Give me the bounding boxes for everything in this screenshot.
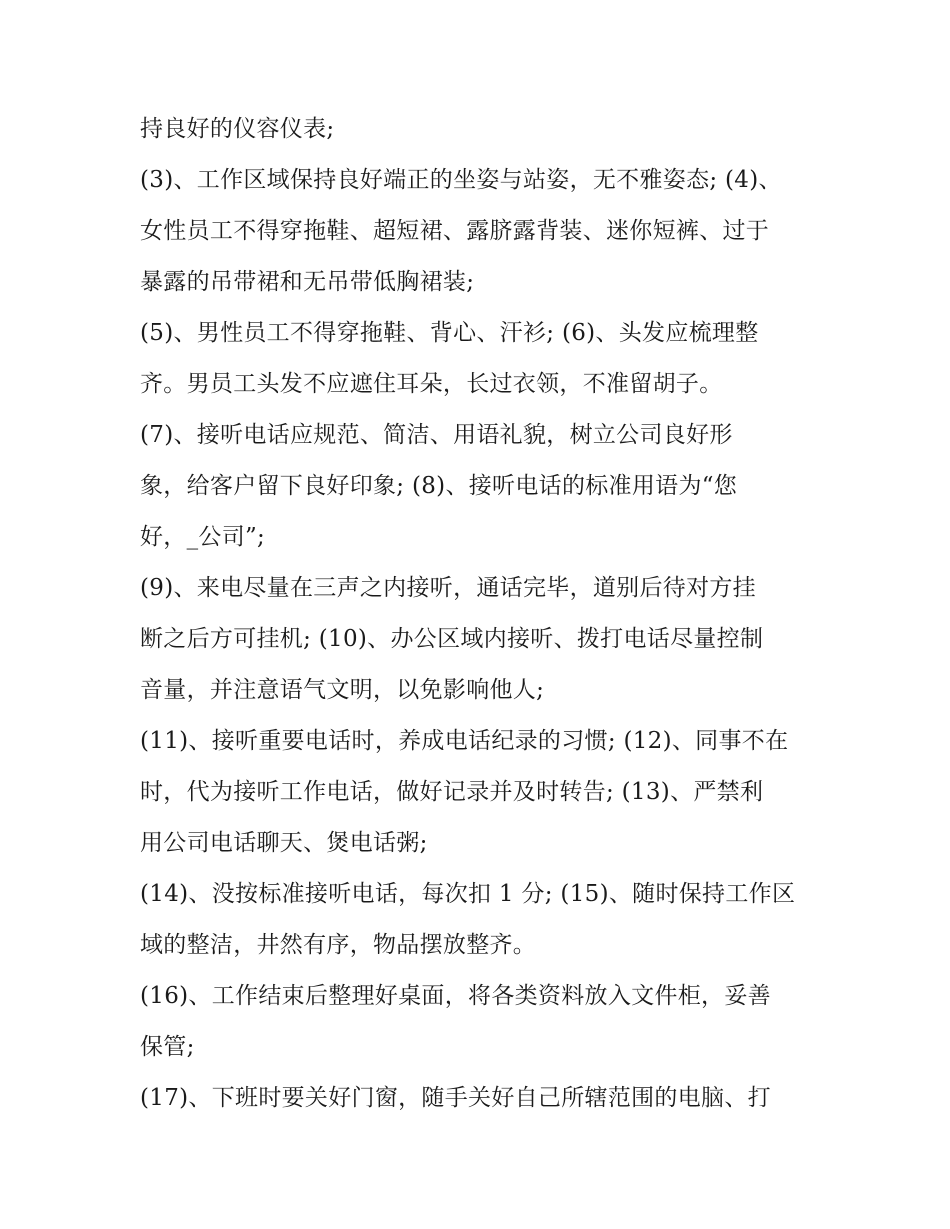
text-line: (9)、来电尽量在三声之内接听，通话完毕，道别后待对方挂: [140, 575, 756, 601]
text-line: 域的整洁，井然有序，物品摆放整齐。: [140, 932, 537, 958]
text-line: (7)、接听电话应规范、简洁、用语礼貌，树立公司良好形: [140, 422, 733, 448]
text-line: (14)、没按标准接听电话，每次扣 1 分; (15)、随时保持工作区: [140, 881, 796, 907]
text-line: (3)、工作区域保持良好端正的坐姿与站姿，无不雅姿态; (4)、: [140, 167, 782, 193]
text-line: 断之后方可挂机; (10)、办公区域内接听、拨打电话尽量控制: [140, 626, 764, 652]
text-line: (5)、男性员工不得穿拖鞋、背心、汗衫; (6)、头发应梳理整: [140, 320, 759, 346]
text-line: 用公司电话聊天、煲电话粥;: [140, 830, 428, 856]
text-line: 女性员工不得穿拖鞋、超短裙、露脐露背装、迷你短裤、过于: [140, 218, 770, 244]
text-line: 时，代为接听工作电话，做好记录并及时转告; (13)、严禁利: [140, 779, 764, 805]
text-line: (17)、下班时要关好门窗，随手关好自己所辖范围的电脑、打: [140, 1085, 771, 1111]
text-line: (16)、工作结束后整理好桌面，将各类资料放入文件柜，妥善: [140, 983, 771, 1009]
text-line: 齐。男员工头发不应遮住耳朵，长过衣领，不准留胡子。: [140, 371, 723, 397]
text-line: 暴露的吊带裙和无吊带低胸裙装;: [140, 269, 475, 295]
text-line: 持良好的仪容仪表;: [140, 116, 335, 142]
text-line: 音量，并注意语气文明，以免影响他人;: [140, 677, 545, 703]
document-body: [140, 104, 830, 1124]
text-line: 好，_公司”;: [140, 524, 266, 550]
text-line: (11)、接听重要电话时，养成电话纪录的习惯; (12)、同事不在: [140, 728, 789, 754]
text-line: 保管;: [140, 1034, 195, 1060]
text-line: 象，给客户留下良好印象; (8)、接听电话的标准用语为“您: [140, 473, 738, 499]
